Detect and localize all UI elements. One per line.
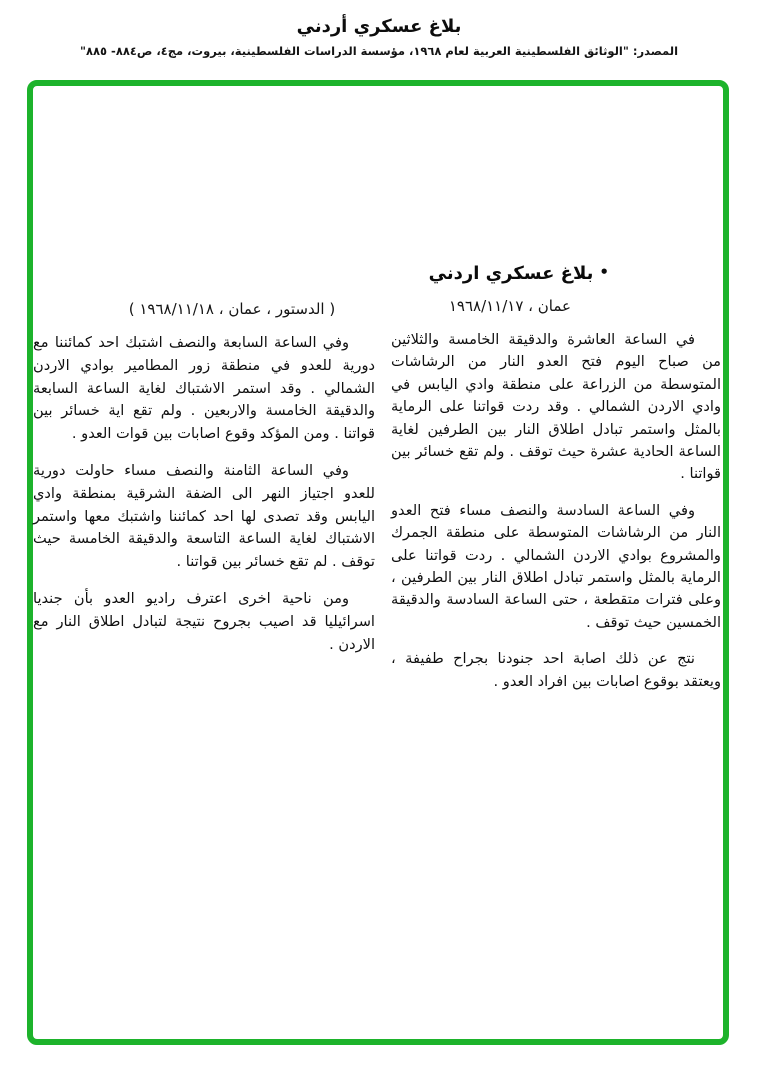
dustour-paragraph: ومن ناحية اخرى اعترف راديو العدو بأن جنديا اسرائيليا قد اصيب بجروح نتيجة لتبادل اطلاق النار مع الاردن . (33, 589, 375, 653)
dustour-paragraph: وفي الساعة الثامنة والنصف مساء حاولت دورية للعدو اجتياز النهر الى الضفة الشرقية بمنطقة وادي اليابس وقد تصدى لها احد كمائننا واشتبك معها واستمر الاشتباك لغاية الساعة التاسعة والدقيقة الخامسة حيث توقف . لم تقع خسائر بين قواتنا . (33, 461, 375, 571)
document-scan-frame (27, 80, 729, 1045)
page-header (0, 0, 758, 58)
communique-paragraph: نتج عن ذلك اصابة احد جنودنا بجراح طفيفة ، ويعتقد بوقوع اصابات بين افراد العدو . (391, 650, 721, 690)
communique-heading-line (391, 263, 721, 284)
page-title: بلاغ عسكري أردني (296, 16, 462, 37)
dustour-paragraph: وفي الساعة السابعة والنصف اشتبك احد كمائننا مع دورية للعدو في منطقة زور المطامير بوادي الاردن الشمالي . وقد استمر الاشتباك لغاية الساعة السابعة والدقيقة الخامسة والاربعين . ولم تقع اية خسائر بين قواتنا . ومن المؤكد وقوع اصابات بين قوات العدو . (33, 334, 375, 443)
communique-dateline: عمان ، ١٩٦٨/١١/١٧ (448, 297, 571, 315)
dustour-column (33, 300, 375, 656)
communique-paragraph: في الساعة العاشرة والدقيقة الخامسة والثلاثين من صباح اليوم فتح العدو النار من الرشاشات المتوسطة من الزراعة على منطقة وادي اليابس في وادي الاردن الشمالي . وقد ردت قواتنا على الرماية بالمثل واستمر تبادل اطلاق النار بين الطرفين لغاية الساعة الحادية عشرة حيث توقف . ولم تقع خسائر بين قواتنا . (391, 331, 721, 483)
entry-bullet-icon: • (599, 263, 609, 281)
communique-column (391, 263, 721, 693)
dustour-source-heading: ( الدستور ، عمان ، ١٩٦٨/١١/١٨ ) (128, 300, 336, 318)
communique-heading: بلاغ عسكري اردني (428, 263, 594, 284)
source-citation: المصدر: "الوثائق الفلسطينية العربية لعام ١٩٦٨، مؤسسة الدراسات الفلسطينية، بيروت، مج٤، ص٨٨٤- ٨٨٥" (79, 44, 679, 58)
communique-paragraph: وفي الساعة السادسة والنصف مساء فتح العدو النار من الرشاشات المتوسطة على منطقة الجمرك والمشروع بوادي الاردن الشمالي . ردت قواتنا على الرماية بالمثل واستمر تبادل اطلاق النار بين الطرفين ، وعلى فترات متقطعة ، حتى الساعة السادسة والدقيقة الخمسين حيث توقف . (391, 501, 721, 631)
